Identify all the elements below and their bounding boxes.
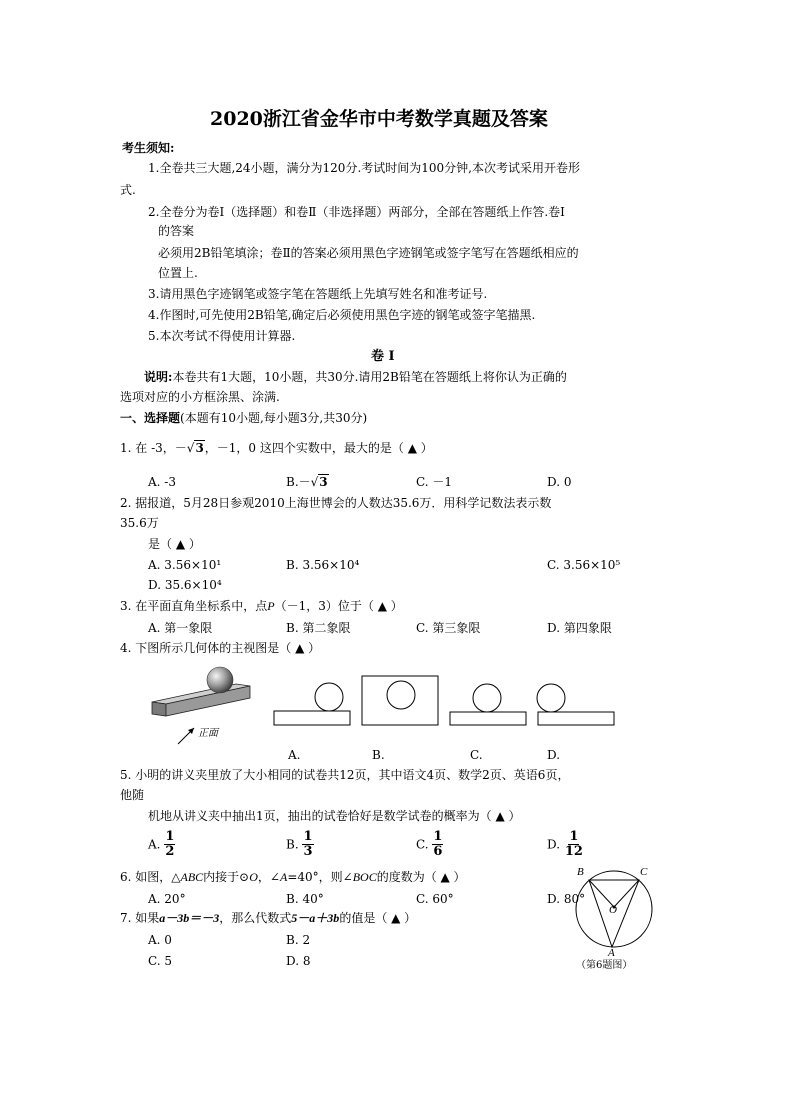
q7-option-d: D. 8	[286, 954, 311, 968]
q5-option-a-fraction	[164, 830, 175, 860]
q6-stem-a: 6. 如图，△	[120, 870, 181, 884]
q5-stem-cont: 他随	[120, 788, 145, 802]
page-title: 2020浙江省金华市中考数学真题及答案	[210, 108, 548, 130]
q5-option-b-num: 1	[303, 829, 313, 844]
notice-heading: 考生须知:	[122, 141, 175, 155]
q1-option-b-prefix: B.－	[286, 475, 311, 489]
notice-item-2-cont3: 位置上.	[158, 266, 198, 280]
q7-option-b: B. 2	[286, 933, 311, 947]
q1-option-b-sqrt: √3	[310, 475, 328, 489]
q5-option-b	[286, 830, 314, 860]
section-heading	[120, 411, 367, 425]
q6-label-o: O	[609, 904, 617, 916]
q5-option-d-fraction	[564, 830, 584, 860]
q2-option-a: A. 3.56×10¹	[148, 558, 222, 572]
q2-stem-end: 是（ ▲ ）	[148, 537, 201, 551]
q4-front-label: 正面	[198, 728, 218, 739]
q5-option-a-label: A.	[148, 837, 161, 852]
q6-stem-d: =40°，则∠	[287, 870, 353, 884]
q7-expression-2: 5－a＋3b	[291, 911, 340, 925]
q1-stem	[120, 441, 433, 455]
q6-figure-caption: （第6题图）	[576, 960, 633, 971]
volume-title: 卷 Ⅰ	[371, 349, 395, 364]
q3-stem-b: （－1，3）位于（ ▲ ）	[274, 599, 403, 613]
sphere-icon	[207, 667, 233, 693]
q2-option-b: B. 3.56×10⁴	[286, 558, 360, 572]
q5-option-c-label: C.	[416, 837, 429, 852]
q6-stem-e: 的度数为（ ▲ ）	[376, 870, 466, 884]
q6-angle: A	[279, 870, 288, 884]
q3-stem	[120, 599, 403, 613]
q1-sqrt: √3	[186, 441, 204, 455]
explanation-line-1	[144, 370, 567, 384]
q5-stem: 5. 小明的讲义夹里放了大小相同的试卷共12页，其中语文4页、数学2页、英语6页，	[120, 768, 570, 782]
q6-stem-b: 内接于⊙	[203, 870, 250, 884]
q2-option-d: D. 35.6×10⁴	[148, 578, 222, 592]
q4-option-c-drawing	[450, 684, 526, 725]
q5-option-a	[148, 830, 175, 860]
q7-stem-c: 的值是（ ▲ ）	[339, 911, 417, 925]
q1-option-b-arg: 3	[319, 475, 328, 489]
q6-option-b: B. 40°	[286, 892, 324, 906]
q6-option-d: D. 80°	[547, 892, 586, 906]
section-heading-note: (本题有10小题,每小题3分,共30分)	[180, 411, 368, 425]
q5-option-c-num: 1	[433, 829, 443, 844]
q2-stem-cont: 35.6万	[120, 516, 159, 530]
q1-sqrt-arg: 3	[195, 441, 204, 455]
notice-item-1-cont: 式.	[120, 183, 136, 197]
q4-option-drawings	[272, 674, 626, 728]
q5-option-c-den: 6	[433, 844, 443, 860]
q4-option-a: A.	[288, 748, 301, 762]
q6-option-c: C. 60°	[416, 892, 454, 906]
q3-option-a: A. 第一象限	[148, 621, 213, 635]
q7-stem-a: 7. 如果	[120, 911, 160, 925]
notice-item-2-cont2: 必须用2B铅笔填涂；卷Ⅱ的答案必须用黑色字迹钢笔或签字笔写在答题纸相应的	[158, 246, 579, 260]
q5-option-c-fraction	[432, 830, 443, 860]
q7-stem-b: ，那么代数式	[219, 911, 292, 925]
q6-triangle: ABC	[180, 870, 204, 884]
notice-item-2: 2.全卷分为卷Ⅰ（选择题）和卷Ⅱ（非选择题）两部分，全部在答题纸上作答.卷Ⅰ	[148, 205, 565, 219]
q7-expression-1: a－3b＝－3	[159, 911, 220, 925]
q1-stem-a: 1. 在 -3，－	[120, 441, 187, 455]
explanation-line-2: 选项对应的小方框涂黑、涂满.	[120, 390, 280, 404]
q7-stem	[120, 911, 416, 925]
q1-option-a: A. -3	[148, 475, 176, 489]
q5-option-d-num: 1	[569, 829, 579, 844]
q4-stem: 4. 下图所示几何体的主视图是（ ▲ ）	[120, 641, 321, 655]
q5-option-a-num: 1	[165, 829, 175, 844]
q7-option-a: A. 0	[148, 933, 172, 947]
q5-option-d-label: D.	[547, 837, 561, 852]
q6-label-a: A	[608, 947, 615, 959]
q6-option-a: A. 20°	[148, 892, 186, 906]
notice-item-2-cont: 的答案	[158, 224, 195, 238]
explanation-label: 说明:	[144, 370, 173, 384]
q5-option-b-den: 3	[303, 844, 313, 860]
q5-option-d-den: 12	[564, 844, 583, 860]
q1-option-b	[286, 475, 329, 489]
q6-label-c: C	[640, 866, 648, 878]
q5-option-a-den: 2	[165, 844, 175, 860]
q4-option-d-drawing	[537, 684, 614, 725]
q3-stem-a: 3. 在平面直角坐标系中，点	[120, 599, 268, 613]
explanation-text-1: 本卷共有1大题，10小题，共30分.请用2B铅笔在答题纸上将你认为正确的	[172, 370, 567, 384]
q6-circle-name: O	[249, 870, 258, 884]
q4-option-a-drawing	[274, 683, 350, 725]
q6-angle-boc: BOC	[352, 870, 377, 884]
q5-option-c	[416, 830, 443, 860]
q5-option-d	[547, 830, 584, 860]
q4-option-b: B.	[372, 748, 385, 762]
notice-item-1: 1.全卷共三大题,24小题，满分为120分.考试时间为100分钟,本次考试采用开卷形	[148, 161, 580, 175]
q5-option-b-fraction	[302, 830, 313, 860]
notice-item-3: 3.请用黑色字迹钢笔或签字笔在答题纸上先填写姓名和准考证号.	[148, 287, 488, 301]
q4-option-c: C.	[470, 748, 483, 762]
q1-option-d: D. 0	[547, 475, 572, 489]
q3-option-b: B. 第二象限	[286, 621, 351, 635]
q6-label-b: B	[577, 866, 584, 878]
section-heading-label: 一、选择题	[120, 411, 181, 425]
q5-stem-end: 机地从讲义夹中抽出1页，抽出的试卷恰好是数学试卷的概率为（ ▲ ）	[148, 809, 521, 823]
q4-option-d: D.	[547, 748, 561, 762]
q2-option-c: C. 3.56×10⁵	[547, 558, 621, 572]
q3-option-d: D. 第四象限	[547, 621, 612, 635]
q6-stem-c: ，∠	[257, 870, 280, 884]
q2-stem: 2. 据报道，5月28日参观2010上海世博会的人数达35.6万．用科学记数法表示数	[120, 496, 552, 510]
q5-option-b-label: B.	[286, 837, 299, 852]
q6-stem	[120, 870, 466, 884]
q3-option-c: C. 第三象限	[416, 621, 481, 635]
notice-item-4: 4.作图时,可先使用2B铅笔,确定后必须使用黑色字迹的钢笔或签字笔描黑.	[148, 308, 536, 322]
q7-option-c: C. 5	[148, 954, 173, 968]
q1-stem-b: ，－1，0 这四个实数中，最大的是（ ▲ ）	[204, 441, 433, 455]
q1-option-c: C. －1	[416, 475, 453, 489]
q3-point: P	[267, 599, 275, 613]
q4-option-b-drawing	[362, 676, 438, 725]
notice-item-5: 5.本次考试不得使用计算器.	[148, 329, 296, 343]
